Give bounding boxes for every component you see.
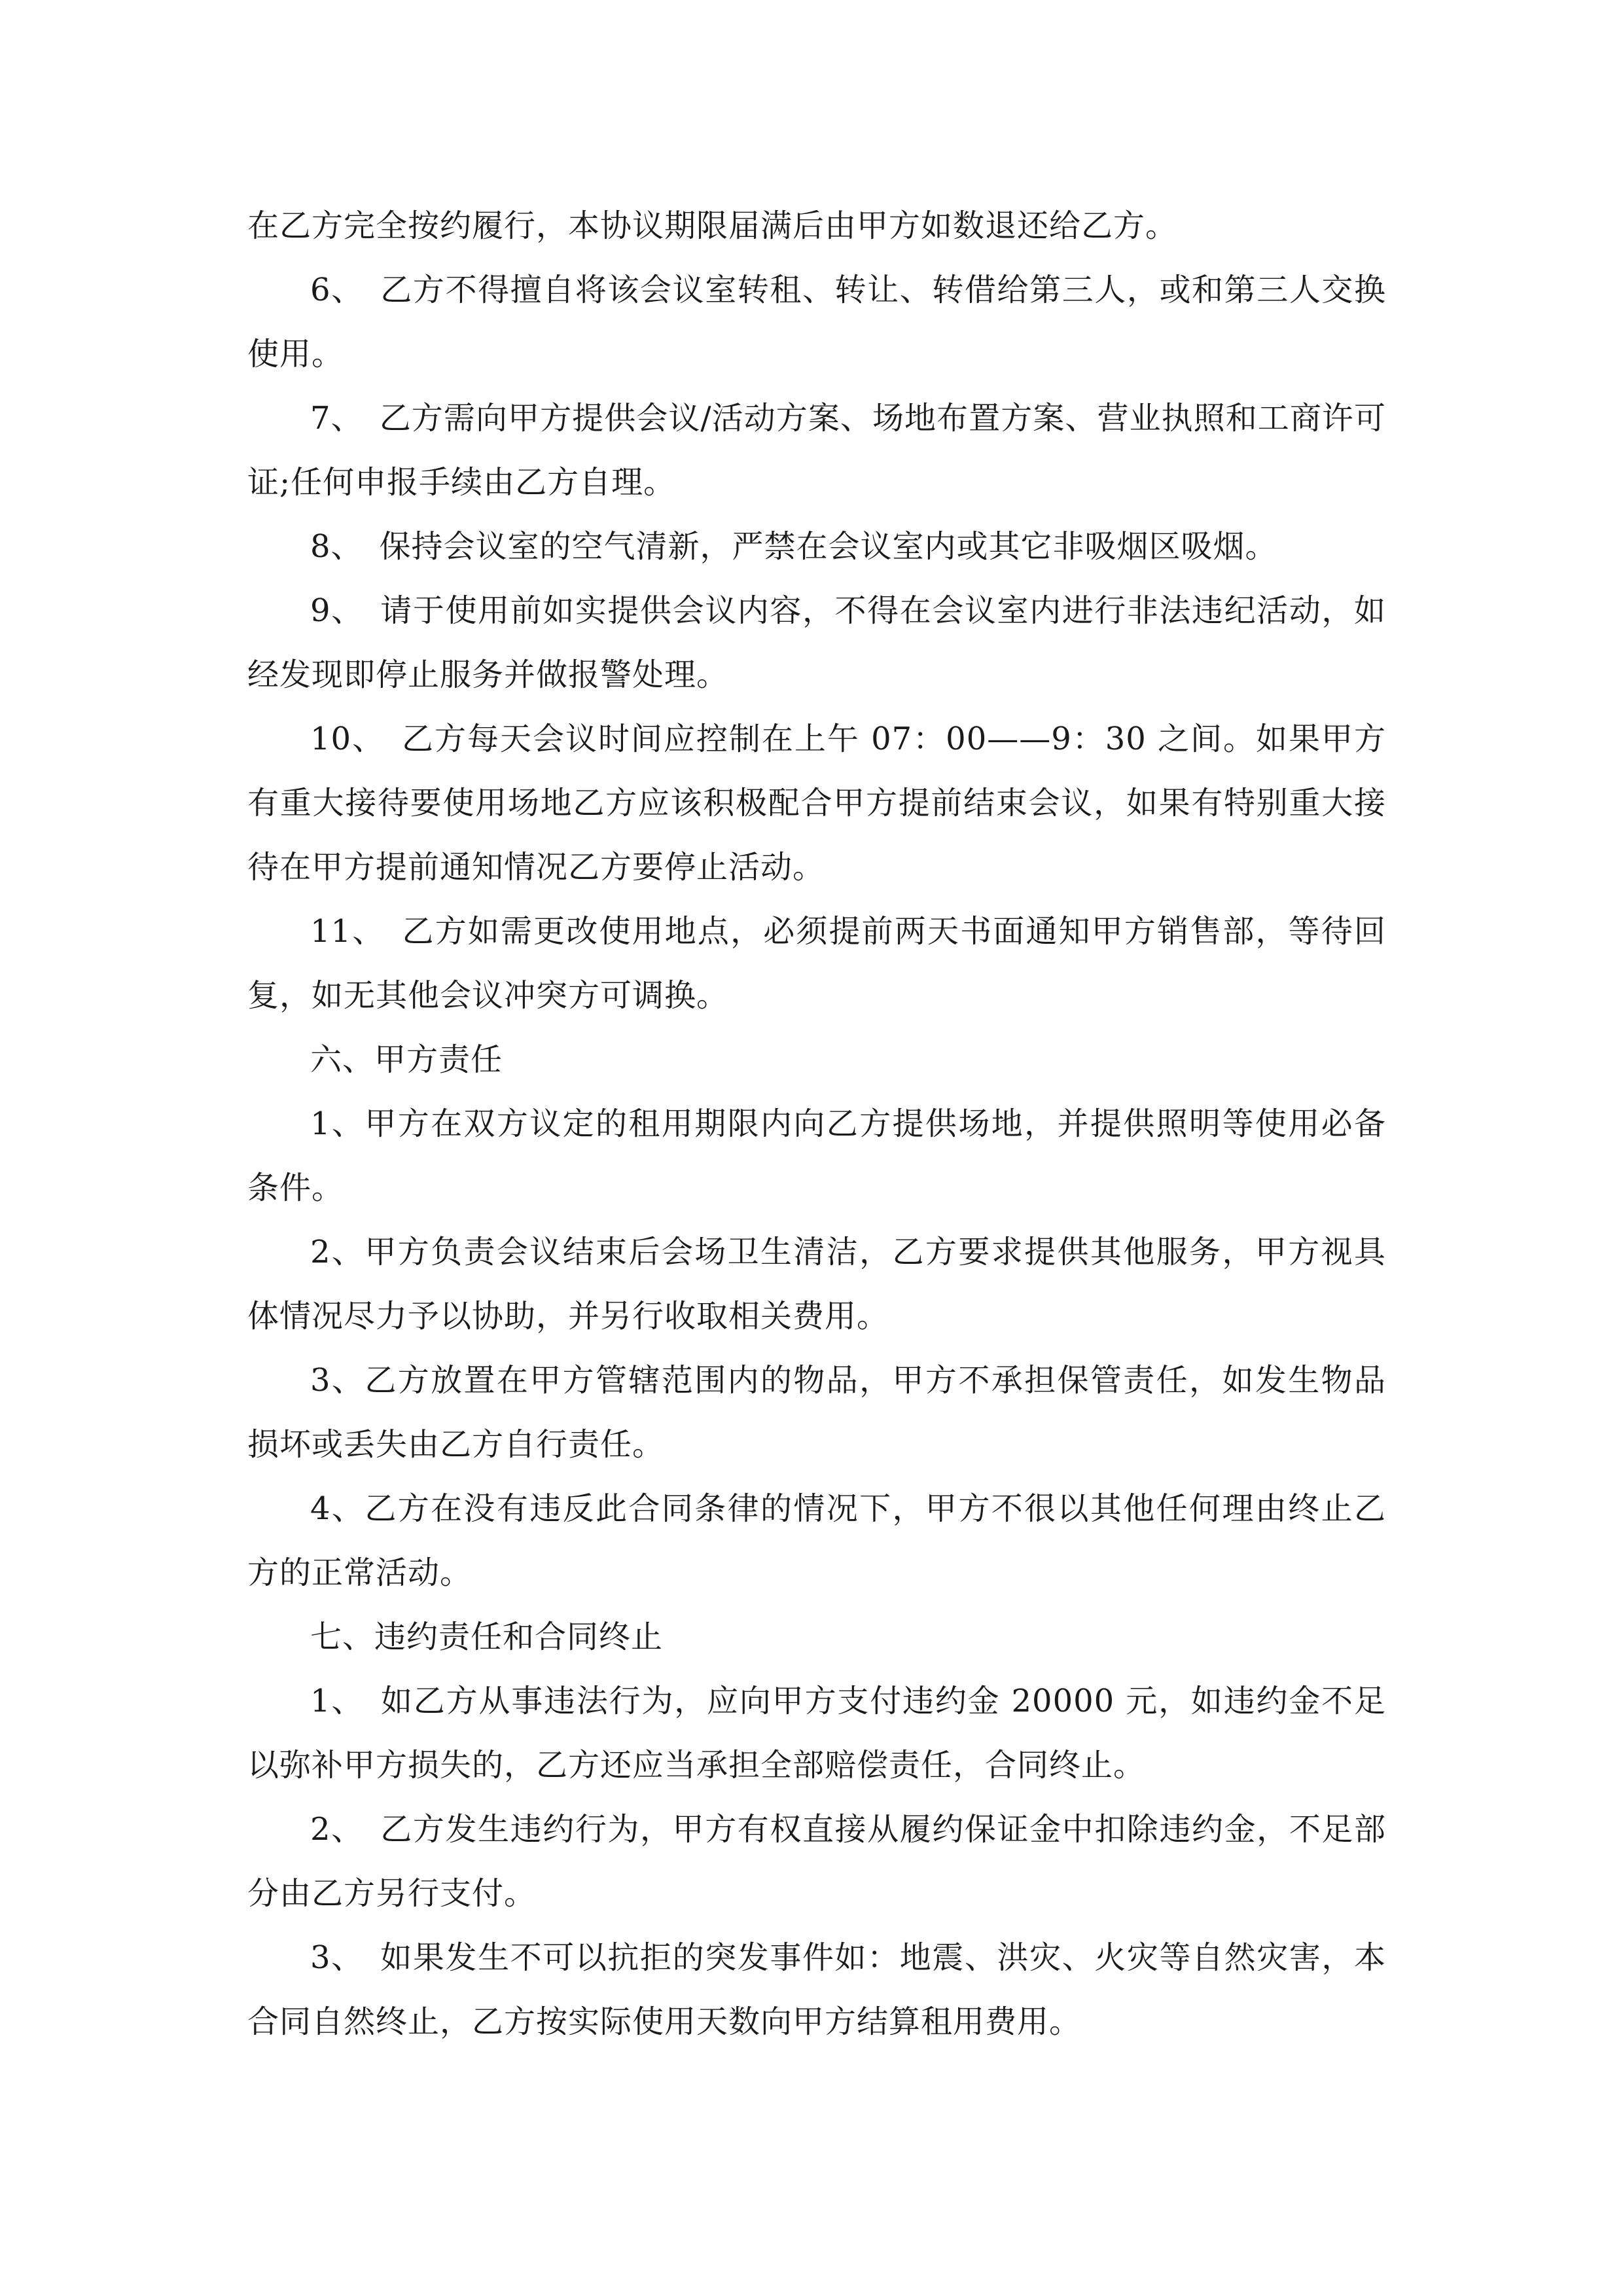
paragraph-continuation: 在乙方完全按约履行，本协议期限届满后由甲方如数退还给乙方。: [247, 207, 1178, 244]
breach-clause-1: 1、 如乙方从事违法行为，应向甲方支付违约金 20000 元，如违约金不足以弥补甲方损失的，乙方还应当承担全部赔偿责任，合同终止。: [247, 1683, 1386, 1784]
party-a-clause-2: 2、甲方负责会议结束后会场卫生清洁，乙方要求提供其他服务，甲方视具体情况尽力予以协助，并另行收取相关费用。: [247, 1234, 1386, 1335]
clause-7: 7、 乙方需向甲方提供会议/活动方案、场地布置方案、营业执照和工商许可证;任何申报手续由乙方自理。: [247, 400, 1386, 501]
clause-9: 9、 请于使用前如实提供会议内容，不得在会议室内进行非法违纪活动，如经发现即停止服务并做报警处理。: [247, 592, 1386, 693]
clause-6: 6、 乙方不得擅自将该会议室转租、转让、转借给第三人，或和第三人交换使用。: [247, 272, 1386, 372]
clause-8: 8、 保持会议室的空气清新，严禁在会议室内或其它非吸烟区吸烟。: [310, 528, 1277, 565]
document-body: [247, 194, 1386, 2054]
breach-clause-3: 3、 如果发生不可以抗拒的突发事件如：地震、洪灾、火灾等自然灾害，本合同自然终止，乙方按实际使用天数向甲方结算租用费用。: [247, 1939, 1386, 2040]
clause-11: 11、 乙方如需更改使用地点，必须提前两天书面通知甲方销售部，等待回复，如无其他会议冲突方可调换。: [247, 913, 1386, 1014]
section-heading-party-a-duties: 六、甲方责任: [310, 1041, 503, 1078]
breach-clause-2: 2、 乙方发生违约行为，甲方有权直接从履约保证金中扣除违约金，不足部分由乙方另行支付。: [247, 1811, 1386, 1912]
party-a-clause-3: 3、乙方放置在甲方管辖范围内的物品，甲方不承担保管责任，如发生物品损坏或丢失由乙方自行责任。: [247, 1362, 1386, 1463]
section-heading-breach-and-termination: 七、违约责任和合同终止: [310, 1619, 664, 1655]
party-a-clause-4: 4、乙方在没有违反此合同条律的情况下，甲方不很以其他任何理由终止乙方的正常活动。: [247, 1490, 1386, 1591]
party-a-clause-1: 1、甲方在双方议定的租用期限内向乙方提供场地，并提供照明等使用必备条件。: [247, 1105, 1386, 1206]
clause-10: 10、 乙方每天会议时间应控制在上午 07：00——9：30 之间。如果甲方有重大接待要使用场地乙方应该积极配合甲方提前结束会议，如果有特别重大接待在甲方提前通知情况乙方要停止活动。: [247, 721, 1386, 886]
